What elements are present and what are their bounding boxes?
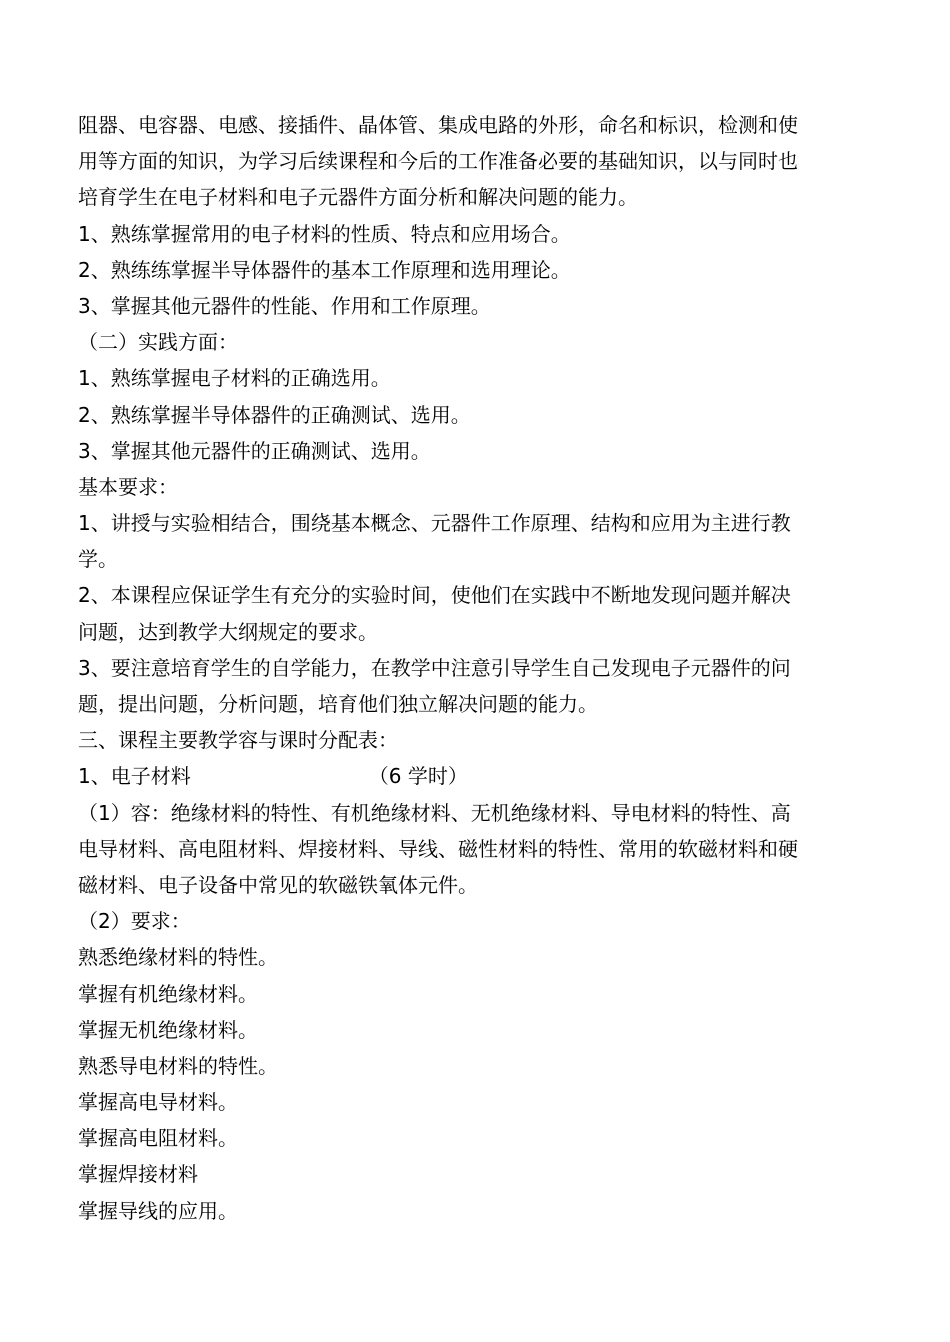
paragraph-line: 题，提出问题，分析问题，培育他们独立解决问题的能力。 bbox=[78, 692, 598, 716]
requirement-item: 掌握有机绝缘材料。 bbox=[78, 981, 258, 1006]
paragraph-line: 磁材料、电子设备中常见的软磁铁氧体元件。 bbox=[78, 872, 478, 897]
requirement-item: 掌握无机绝缘材料。 bbox=[78, 1017, 258, 1042]
requirement-item: 熟悉导电材料的特性。 bbox=[78, 1053, 278, 1078]
course-unit-title: 1、电子材料 bbox=[78, 764, 191, 789]
requirement-item: 掌握导线的应用。 bbox=[78, 1198, 238, 1223]
requirement-item: 掌握焊接材料 bbox=[78, 1162, 198, 1187]
course-unit-line bbox=[78, 758, 878, 794]
paragraph-line: 学。 bbox=[78, 547, 118, 572]
paragraph-line: 培育学生在电子材料和电子元器件方面分析和解决问题的能力。 bbox=[78, 185, 638, 210]
section-heading: 三、课程主要教学容与课时分配表： bbox=[78, 728, 398, 753]
list-item: 1、熟练掌握常用的电子材料的性质、特点和应用场合。 bbox=[78, 221, 571, 246]
paragraph-line: 电导材料、高电阻材料、焊接材料、导线、磁性材料的特性、常用的软磁材料和硬 bbox=[78, 836, 798, 861]
paragraph-line: （1）容：绝缘材料的特性、有机绝缘材料、无机绝缘材料、导电材料的特性、高 bbox=[78, 800, 791, 825]
list-item: 3、要注意培育学生的自学能力，在教学中注意引导学生自己发现电子元器件的问 bbox=[78, 655, 791, 680]
list-item: 3、掌握其他元器件的正确测试、选用。 bbox=[78, 438, 431, 463]
list-item: 2、熟练练掌握半导体器件的基本工作原理和选用理论。 bbox=[78, 257, 571, 282]
document-page bbox=[78, 107, 878, 1229]
requirement-item: 掌握高电阻材料。 bbox=[78, 1126, 238, 1151]
section-heading: （二）实践方面： bbox=[78, 330, 238, 355]
list-item: 1、熟练掌握电子材料的正确选用。 bbox=[78, 366, 391, 391]
list-item: 3、掌握其他元器件的性能、作用和工作原理。 bbox=[78, 293, 491, 318]
paragraph-line: 阻器、电容器、电感、接插件、晶体管、集成电路的外形，命名和标识，检测和使 bbox=[78, 113, 798, 137]
course-unit-hours: （6 学时） bbox=[368, 764, 468, 789]
section-heading: 基本要求： bbox=[78, 474, 178, 499]
paragraph-line: 问题，达到教学大纲规定的要求。 bbox=[78, 619, 378, 644]
paragraph-line: 用等方面的知识，为学习后续课程和今后的工作准备必要的基础知识，以与同时也 bbox=[78, 149, 798, 174]
list-item: 2、本课程应保证学生有充分的实验时间，使他们在实践中不断地发现问题并解决 bbox=[78, 583, 791, 608]
section-heading: （2）要求： bbox=[78, 909, 191, 934]
requirement-item: 熟悉绝缘材料的特性。 bbox=[78, 945, 278, 970]
requirement-item: 掌握高电导材料。 bbox=[78, 1090, 238, 1115]
list-item: 1、讲授与实验相结合，围绕基本概念、元器件工作原理、结构和应用为主进行教 bbox=[78, 511, 791, 536]
list-item: 2、熟练掌握半导体器件的正确测试、选用。 bbox=[78, 402, 471, 427]
